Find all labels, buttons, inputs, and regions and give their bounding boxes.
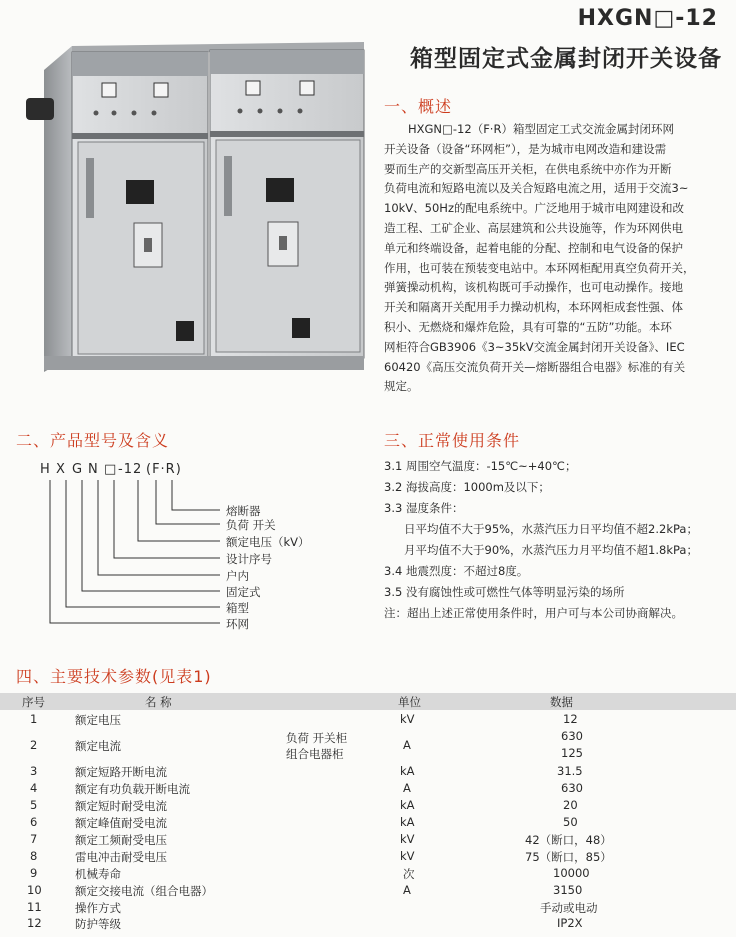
row-name: 额定交接电流（组合电器） xyxy=(75,884,213,898)
row-no: 9 xyxy=(30,866,38,880)
overview-line: 作用，也可装在预装变电站中。本环网柜配用真空负荷开关， xyxy=(384,260,695,275)
row-name: 额定短路开断电流 xyxy=(75,765,167,779)
switchgear-photo xyxy=(14,38,369,378)
row-data: 10000 xyxy=(553,866,590,880)
condition-item: 3.2 海拔高度：1000m及以下； xyxy=(384,480,550,494)
model-meaning-heading: 二、产品型号及含义 xyxy=(16,431,170,450)
row-no: 2 xyxy=(30,738,38,752)
merged-label: 组合电器柜 xyxy=(286,747,344,761)
overview-line: 单元和终端设备，起着电能的分配、控制和电气设备的保护 xyxy=(384,240,683,255)
overview-line: 规定。 xyxy=(384,379,419,394)
row-data: 12 xyxy=(563,712,578,726)
condition-item: 月平均值不大于90%，水蒸汽压力月平均值不超1.8kPa； xyxy=(404,543,698,557)
row-unit: A xyxy=(403,883,411,897)
conditions-heading: 三、正常使用条件 xyxy=(384,431,521,450)
row-data: IP2X xyxy=(557,916,583,930)
overview-line: HXGN□-12（F·R）箱型固定工式交流金属封闭环网 xyxy=(408,122,674,136)
code-meaning-label: 熔断器 xyxy=(226,504,261,518)
code-meaning-label: 环网 xyxy=(226,617,249,631)
row-name: 额定电流 xyxy=(75,739,121,753)
overview-text xyxy=(384,120,729,397)
row-name: 额定有功负载开断电流 xyxy=(75,782,190,796)
specs-heading: 四、主要技术参数(见表1) xyxy=(16,667,212,686)
row-unit: kA xyxy=(400,815,415,829)
code-meaning-label: 户内 xyxy=(226,569,249,583)
row-data: 手动或电动 xyxy=(540,901,598,915)
row-data: 42（断口，48） xyxy=(525,833,612,847)
specs-table xyxy=(0,693,736,933)
code-char: (F·R) xyxy=(146,462,182,477)
code-char: -12 xyxy=(118,462,143,477)
row-no: 3 xyxy=(30,764,38,778)
overview-line: 开关设备（设备“环网柜”），是为城市电网改造和建设需 xyxy=(384,141,667,156)
col-header-name: 名 称 xyxy=(145,695,172,709)
model-code xyxy=(40,462,182,477)
col-header-data: 数据 xyxy=(550,695,573,709)
row-data: 125 xyxy=(561,746,583,760)
col-header-no: 序号 xyxy=(22,695,45,709)
condition-note: 注：超出上述正常使用条件时，用户可与本公司协商解决。 xyxy=(384,606,683,620)
row-no: 5 xyxy=(30,798,38,812)
row-no: 1 xyxy=(30,712,38,726)
row-unit: kA xyxy=(400,798,415,812)
code-char: N xyxy=(88,462,99,477)
overview-line: 负荷电流和短路电流以及关合短路电流之用，适用于交流3~ xyxy=(384,181,689,196)
row-unit: A xyxy=(403,781,411,795)
row-no: 4 xyxy=(30,781,38,795)
row-data: 20 xyxy=(563,798,578,812)
condition-item: 3.5 没有腐蚀性或可燃性气体等明显污染的场所 xyxy=(384,585,625,599)
col-header-unit: 单位 xyxy=(398,695,421,709)
code-char: G xyxy=(72,462,84,477)
condition-item: 日平均值不大于95%，水蒸汽压力日平均值不超2.2kPa； xyxy=(404,522,698,536)
conditions-list xyxy=(384,456,734,624)
overview-line: 弹簧操动机构，该机构既可手动操作，也可电动操作。接地 xyxy=(384,280,683,295)
row-name: 雷电冲击耐受电压 xyxy=(75,850,167,864)
model-code-leader-lines xyxy=(40,478,230,628)
condition-item: 3.4 地震烈度：不超过8度。 xyxy=(384,564,529,578)
code-meaning-label: 额定电压（kV） xyxy=(226,535,310,549)
overview-line: 开关和隔离开关配用手力操动机构，本环网柜成套性强、体 xyxy=(384,300,683,315)
row-name: 机械寿命 xyxy=(75,867,121,881)
row-no: 7 xyxy=(30,832,38,846)
condition-item: 3.3 湿度条件： xyxy=(384,501,464,515)
code-meaning-label: 负荷 开关 xyxy=(226,518,276,532)
row-data: 75（断口，85） xyxy=(525,850,612,864)
overview-line: 积小、无燃烧和爆炸危险，具有可靠的“五防”功能。本环 xyxy=(384,319,672,334)
switchgear-illustration xyxy=(14,38,369,378)
overview-line: 10kV、50Hz的配电系统中。广泛地用于城市电网建设和改 xyxy=(384,201,684,216)
overview-line: 网柜符合GB3906《3~35kV交流金属封闭开关设备》、IEC xyxy=(384,339,685,354)
row-unit: A xyxy=(403,738,411,752)
row-data: 31.5 xyxy=(557,764,583,778)
row-name: 额定峰值耐受电流 xyxy=(75,816,167,830)
code-meaning-label: 箱型 xyxy=(226,601,249,615)
overview-line: 60420《高压交流负荷开关—熔断器组合电器》标准的有关 xyxy=(384,359,686,374)
row-unit: 次 xyxy=(403,867,415,881)
code-char: X xyxy=(56,462,66,477)
row-name: 防护等级 xyxy=(75,917,121,931)
row-name: 额定电压 xyxy=(75,713,121,727)
row-data: 630 xyxy=(561,729,583,743)
row-unit: kA xyxy=(400,764,415,778)
row-no: 10 xyxy=(27,883,42,897)
row-name: 额定工频耐受电压 xyxy=(75,833,167,847)
page-title: 箱型固定式金属封闭开关设备 xyxy=(410,46,722,72)
overview-line: 造工程、工矿企业、高层建筑和公共设施等，作为环网供电 xyxy=(384,220,683,235)
row-no: 8 xyxy=(30,849,38,863)
row-no: 11 xyxy=(27,900,42,914)
row-data: 50 xyxy=(563,815,578,829)
condition-item: 3.1 周围空气温度：-15℃~+40℃； xyxy=(384,459,577,473)
row-unit: kV xyxy=(400,849,415,863)
row-unit: kV xyxy=(400,712,415,726)
code-meaning-label: 设计序号 xyxy=(226,552,272,566)
row-no: 12 xyxy=(27,916,42,930)
row-no: 6 xyxy=(30,815,38,829)
code-char: H xyxy=(40,462,51,477)
code-char: □ xyxy=(104,462,118,477)
overview-heading: 一、概述 xyxy=(384,97,453,116)
overview-line: 要而生产的交新型高压开关柜，在供电系统中亦作为开断 xyxy=(384,161,672,176)
row-name: 操作方式 xyxy=(75,901,121,915)
row-unit: kV xyxy=(400,832,415,846)
row-name: 额定短时耐受电流 xyxy=(75,799,167,813)
model-title: HXGN□-12 xyxy=(577,6,718,31)
row-data: 3150 xyxy=(553,883,583,897)
code-meaning-label: 固定式 xyxy=(226,585,261,599)
row-data: 630 xyxy=(561,781,583,795)
merged-label: 负荷 开关柜 xyxy=(286,731,348,745)
